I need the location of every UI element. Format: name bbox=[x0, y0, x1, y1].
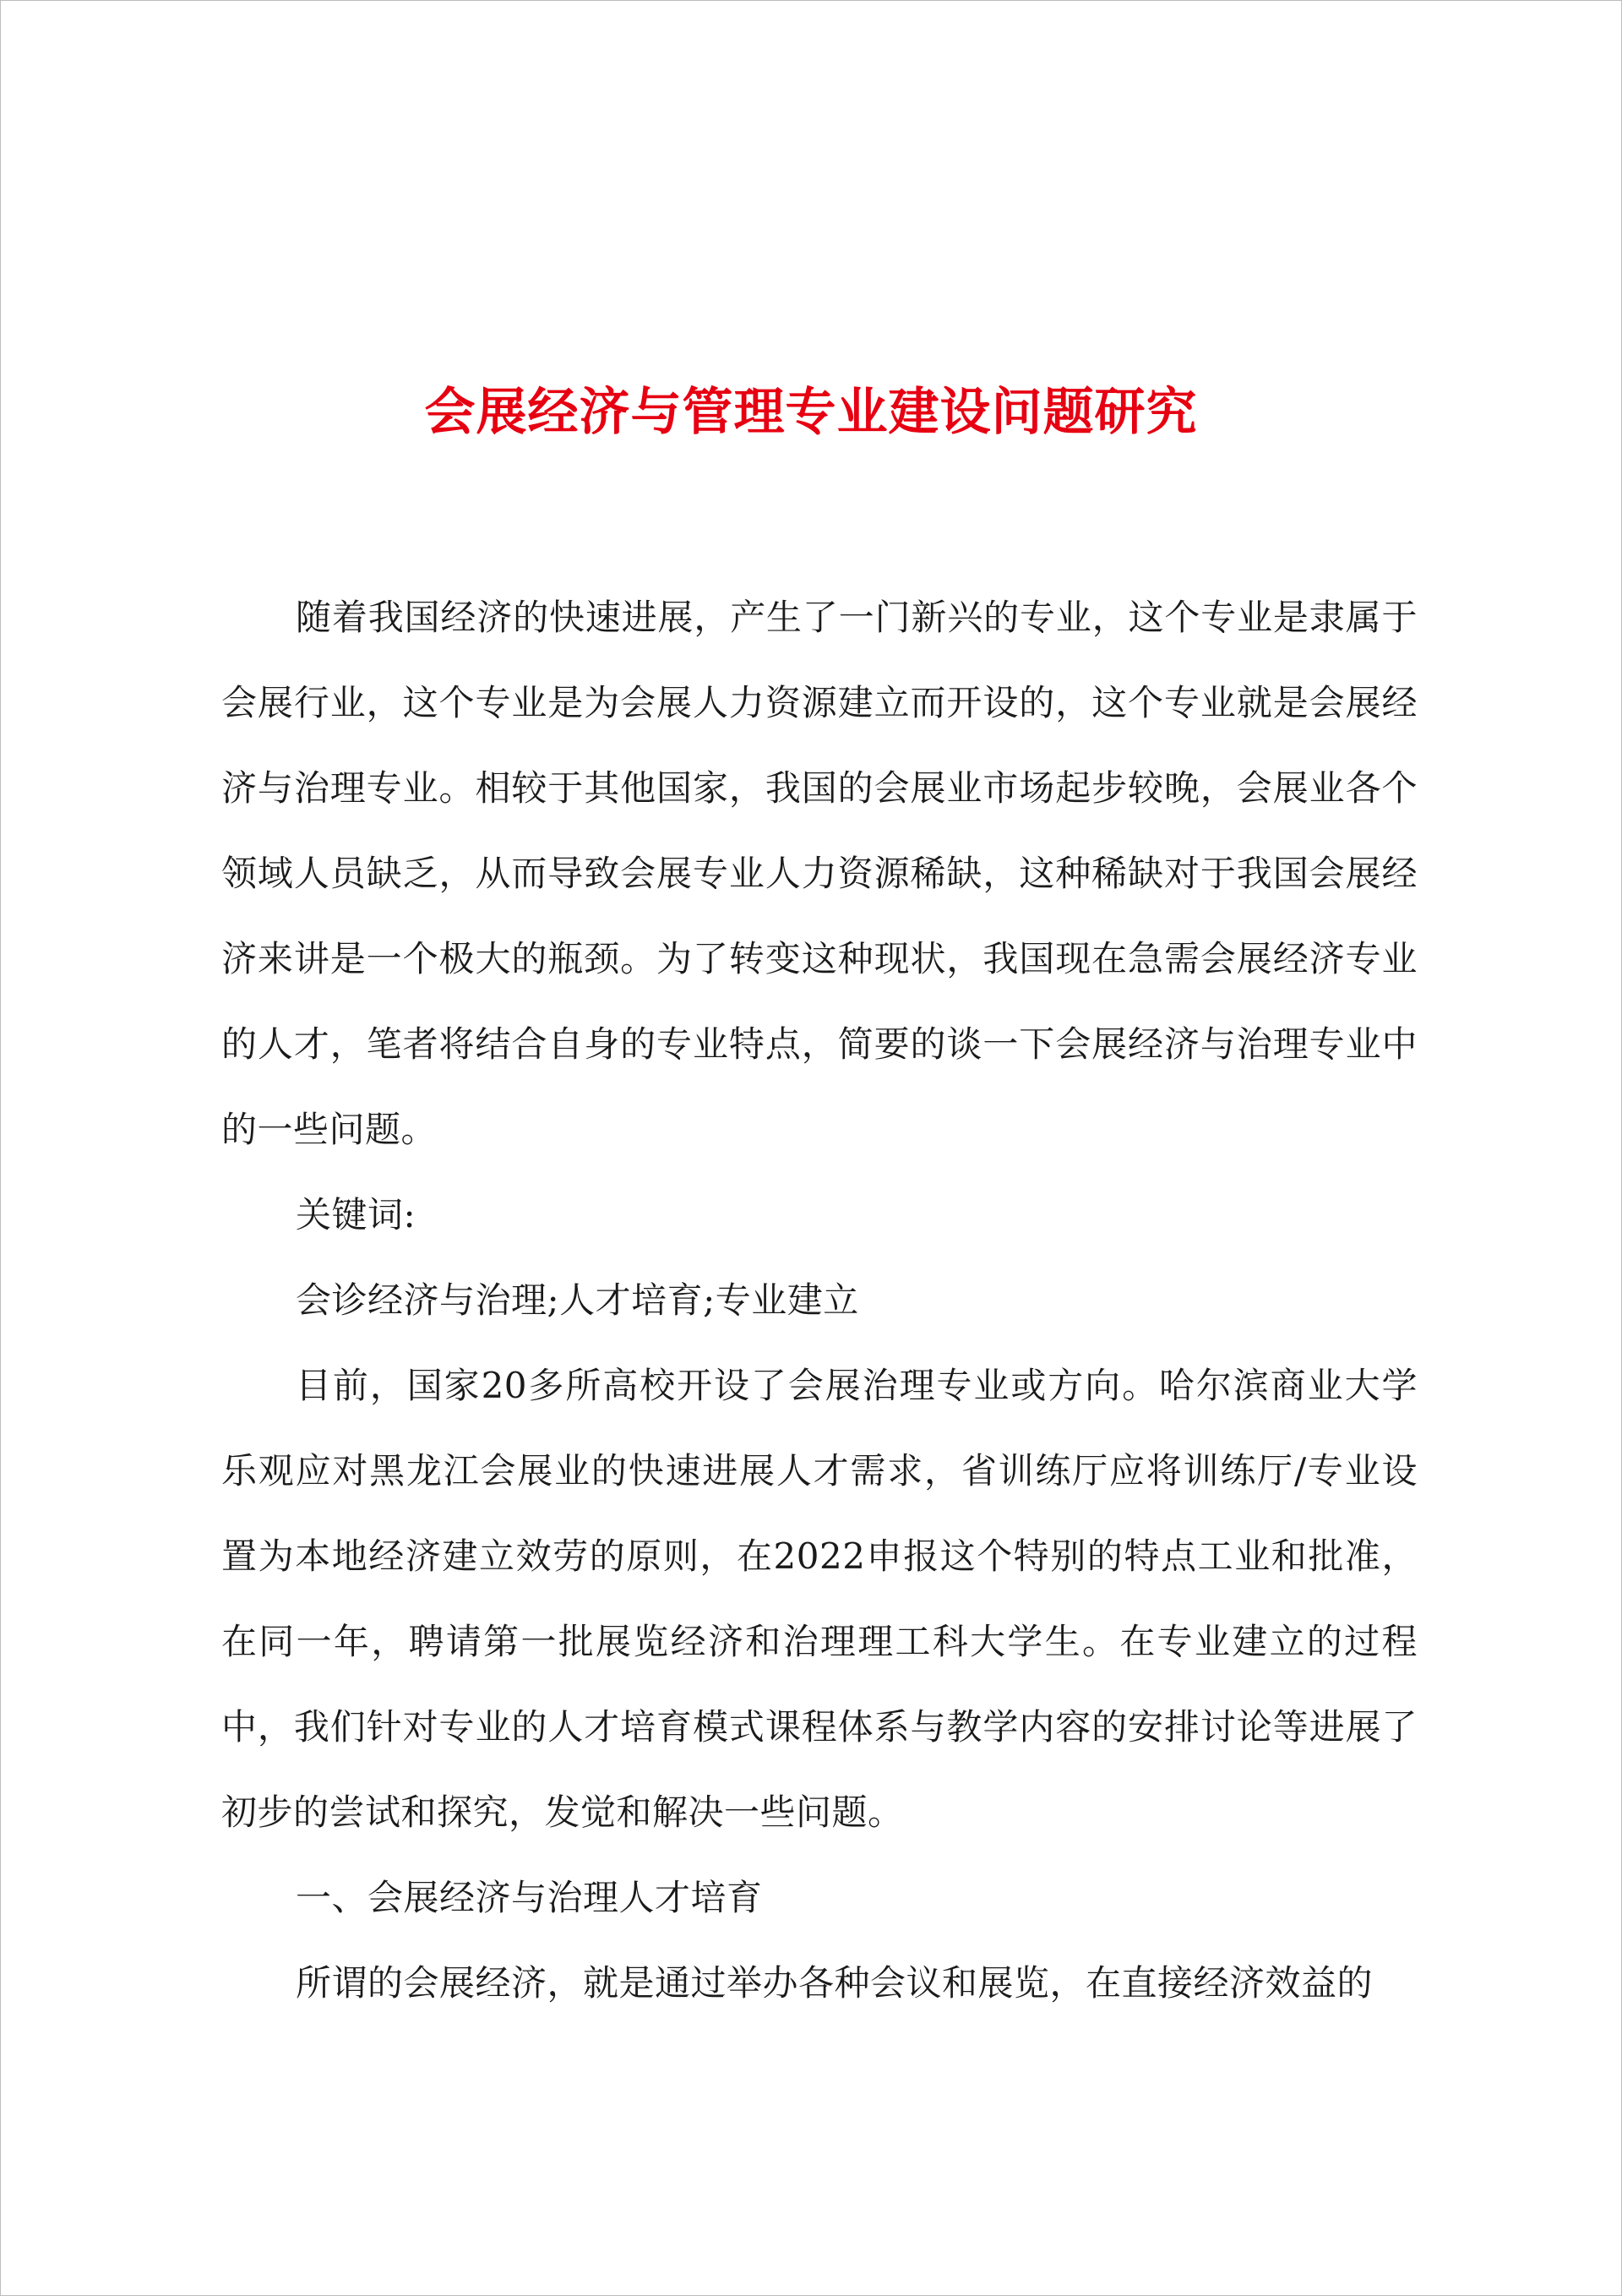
paragraph-keywords-label: 关键词: bbox=[296, 1194, 416, 1235]
paragraph-intro: 随着我国经济的快速进展，产生了一门新兴的专业，这个专业是隶属于会展行业，这个专业是为会展人力资源建立而开设的，这个专业就是会展经济与治理专业。相较于其他国家，我国的会展业市场起步较晚，会展业各个领域人员缺乏，从而导致会展专业人力资源稀缺，这种稀缺对于我国会展经济来讲是一个极大的瓶颈。为了转变这种现状，我国现在急需会展经济专业的人才，笔者将结合自身的专业特点，简要的谈一下会展经济与治理专业中的一些问题。 bbox=[221, 597, 1418, 1150]
paragraph-current-status: 目前，国家20多所高校开设了会展治理专业或方向。哈尔滨商业大学乐观应对黑龙江会展业的快速进展人才需求，省训练厅应将训练厅/专业设置为本地经济建立效劳的原则，在2022申报这个特别的特点工业和批准，在同一年，聘请第一批展览经济和治理理工科大学生。在专业建立的过程中，我们针对专业的人才培育模式课程体系与教学内容的安排讨论等进展了初步的尝试和探究，发觉和解决一些问题。 bbox=[221, 1365, 1418, 1833]
paragraph-keywords: 会诊经济与治理;人才培育;专业建立 bbox=[296, 1279, 859, 1321]
paragraph-definition: 所谓的会展经济，就是通过举办各种会议和展览，在直接经济效益的 bbox=[296, 1962, 1374, 2004]
section-heading-1: 一、会展经济与治理人才培育 bbox=[296, 1877, 763, 1918]
document-title: 会展经济与管理专业建设问题研究 bbox=[424, 383, 1198, 443]
document-body bbox=[221, 575, 1418, 2026]
